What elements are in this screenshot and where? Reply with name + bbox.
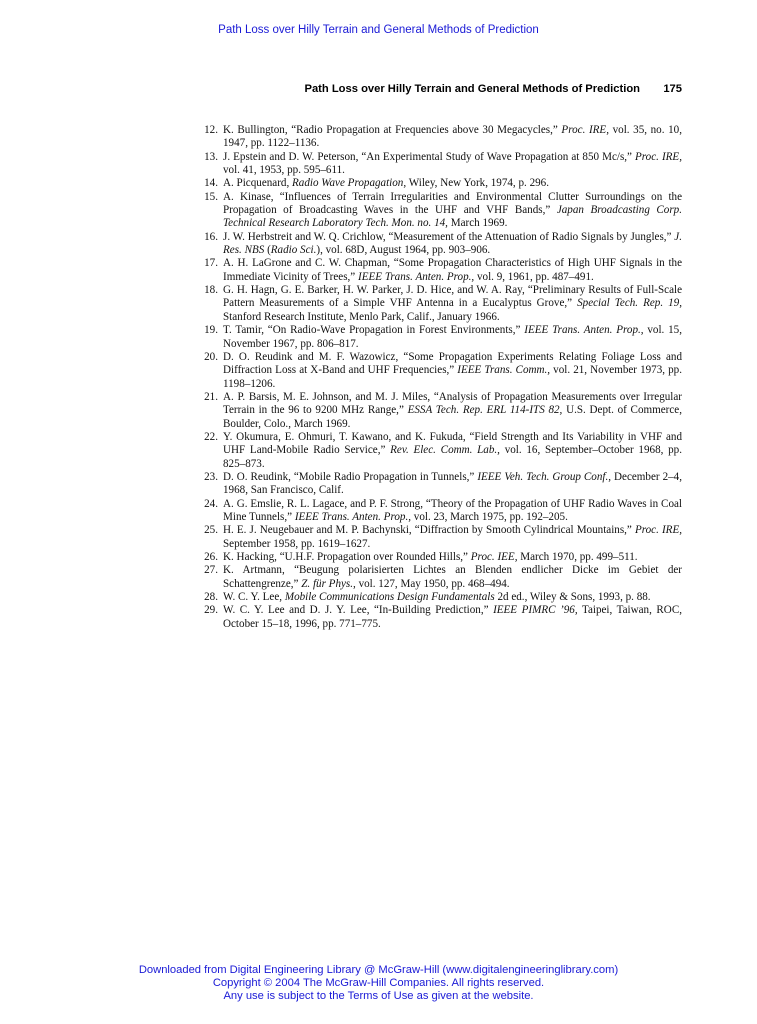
reference-text: vol. 35, no. 10, 1947, pp. 1122–1136.	[223, 124, 682, 150]
reference-number: 27.	[204, 564, 218, 577]
reference-item	[200, 124, 682, 151]
reference-number: 19.	[204, 324, 218, 337]
reference-item	[200, 431, 682, 471]
reference-source: IEEE PIMRC ’96,	[493, 604, 578, 617]
reference-item	[200, 191, 682, 231]
reference-item	[200, 498, 682, 525]
reference-text: D. O. Reudink and M. F. Wazowicz, “Some Propagation Experiments Relating Foliage Loss and Diffraction Loss at X-Band and UHF Frequencies,”	[223, 350, 682, 377]
reference-text: March 1970, pp. 499–511.	[517, 551, 638, 563]
reference-text: vol. 23, March 1975, pp. 192–205.	[411, 510, 568, 523]
reference-number: 21.	[204, 390, 218, 403]
reference-number: 14.	[204, 177, 218, 190]
reference-number: 15.	[204, 190, 218, 203]
reference-item	[200, 564, 682, 591]
reference-number: 28.	[204, 591, 218, 604]
reference-text: March 1969.	[447, 217, 508, 230]
reference-text: A. Kinase, “Influences of Terrain Irregularities and Environmental Clutter Surroundings on the Propagation of Broadcasting Waves in the UHF and VHF Bands,”	[223, 190, 682, 217]
page-number: 175	[663, 83, 682, 95]
reference-item	[200, 391, 682, 431]
reference-number: 12.	[204, 124, 218, 136]
reference-text: Y. Okumura, E. Ohmuri, T. Kawano, and K. Fukuda, “Field Strength and Its Variability in VHF and UHF Land-Mobile Radio Service,”	[223, 430, 682, 457]
reference-source: ESSA Tech. Rep. ERL 114-ITS 82,	[407, 404, 563, 417]
reference-source: Proc. IRE,	[635, 150, 682, 163]
reference-item	[200, 351, 682, 391]
reference-item	[200, 284, 682, 324]
footer-copyright[interactable]: Copyright © 2004 The McGraw-Hill Companies. All rights reserved.	[212, 977, 545, 989]
footer-notice	[0, 964, 757, 1003]
reference-item	[200, 151, 682, 178]
reference-item	[200, 604, 682, 631]
reference-source: Mobile Communications Design Fundamentals	[284, 591, 495, 604]
reference-number: 25.	[204, 524, 218, 537]
reference-text: W. C. Y. Lee and D. J. Y. Lee, “In-Building Prediction,”	[223, 604, 494, 617]
reference-source: Radio Wave Propagation,	[292, 177, 407, 190]
reference-text: K. Bullington, “Radio Propagation at Frequencies above 30 Megacycles,”	[223, 124, 562, 136]
reference-source: Rev. Elec. Comm. Lab.,	[390, 444, 500, 457]
reference-source: Proc. IRE,	[634, 524, 682, 537]
reference-item	[200, 524, 682, 551]
reference-text: vol. 15, November 1967, pp. 806–817.	[223, 324, 682, 350]
reference-source: Special Tech. Rep. 19,	[577, 297, 682, 310]
reference-text: U.S. Dept. of Commerce, Boulder, Colo., March 1969.	[223, 404, 682, 430]
reference-number: 17.	[204, 257, 218, 270]
reference-number: 22.	[204, 430, 218, 443]
reference-text: K. Hacking, “U.H.F. Propagation over Rounded Hills,”	[223, 551, 471, 563]
reference-source: Proc. IEE,	[470, 551, 518, 563]
reference-source: Proc. IRE,	[561, 124, 609, 136]
reference-number: 24.	[204, 497, 218, 510]
reference-source: J. Res. NBS	[223, 230, 682, 257]
reference-text: G. H. Hagn, G. E. Barker, H. W. Parker, J. D. Hice, and W. A. Ray, “Preliminary Results of Full-Scale Pattern Measurements of a Simple VHF Antenna in a Eucalyptus Grove,”	[223, 284, 682, 310]
reference-text: 2d ed., Wiley & Sons, 1993, p. 88.	[494, 591, 651, 604]
reference-text: D. O. Reudink, “Mobile Radio Propagation in Tunnels,”	[223, 470, 478, 483]
reference-number: 20.	[204, 350, 218, 363]
reference-text: W. C. Y. Lee,	[223, 591, 285, 604]
reference-source: IEEE Trans. Anten. Prop.,	[524, 324, 644, 337]
reference-source: Z. für Phys.,	[301, 577, 356, 590]
reference-number: 13.	[204, 150, 218, 163]
reference-number: 23.	[204, 470, 218, 483]
reference-text: J. W. Herbstreit and W. Q. Crichlow, “Measurement of the Attenuation of Radio Signals by Jungles,”	[223, 230, 675, 243]
reference-item	[200, 257, 682, 284]
reference-item	[200, 177, 682, 190]
reference-source: IEEE Trans. Anten. Prop.,	[294, 510, 411, 523]
reference-item	[200, 551, 682, 564]
reference-text: vol. 21, November 1973, pp. 1198–1206.	[223, 364, 682, 390]
reference-text: A. P. Barsis, M. E. Johnson, and M. J. Miles, “Analysis of Propagation Measurements over Irregular Terrain in the 96 to 9200 MHz Range,”	[223, 390, 682, 417]
reference-text: A. G. Emslie, R. L. Lagace, and P. F. Strong, “Theory of the Propagation of UHF Radio Waves in Coal Mine Tunnels,”	[223, 497, 682, 523]
running-head-title: Path Loss over Hilly Terrain and General Methods of Prediction	[304, 83, 640, 95]
reference-item	[200, 591, 682, 604]
reference-number: 16.	[204, 230, 218, 243]
reference-text: A. Picquenard,	[223, 177, 293, 190]
reference-source: IEEE Trans. Comm.,	[457, 364, 551, 377]
reference-text: December 2–4, 1968, San Francisco, Calif.	[223, 470, 682, 497]
reference-text: J. Epstein and D. W. Peterson, “An Experimental Study of Wave Propagation at 850 Mc/s,”	[223, 150, 635, 163]
reference-number: 18.	[204, 284, 218, 297]
reference-text: Taipei, Taiwan, ROC, October 15–18, 1996, pp. 771–775.	[223, 604, 682, 630]
reference-text: vol. 41, 1953, pp. 595–611.	[223, 164, 345, 177]
reference-text: T. Tamir, “On Radio-Wave Propagation in Forest Environments,”	[223, 324, 525, 337]
reference-text: vol. 9, 1961, pp. 487–491.	[474, 270, 594, 283]
chapter-title-link[interactable]: Path Loss over Hilly Terrain and General Methods of Prediction	[218, 24, 539, 36]
reference-text: ), vol. 68D, August 1964, pp. 903–906.	[316, 244, 491, 257]
reference-text: H. E. J. Neugebauer and M. P. Bachynski, “Diffraction by Smooth Cylindrical Mountains,”	[223, 524, 635, 537]
reference-text: Stanford Research Institute, Menlo Park, Calif., January 1966.	[223, 310, 500, 323]
reference-source: Radio Sci.	[270, 244, 317, 257]
reference-text: (	[264, 244, 271, 257]
reference-text: September 1958, pp. 1619–1627.	[223, 537, 371, 550]
reference-source: IEEE Veh. Tech. Group Conf.,	[477, 470, 612, 483]
reference-source: Japan Broadcasting Corp. Technical Research Laboratory Tech. Mon. no. 14,	[223, 204, 682, 230]
footer-download-link[interactable]: Downloaded from Digital Engineering Library @ McGraw-Hill (www.digitalengineeringlibrary.com)	[138, 964, 619, 976]
reference-text: vol. 16, September–October 1968, pp. 825–873.	[223, 444, 682, 470]
reference-text: vol. 127, May 1950, pp. 468–494.	[355, 577, 510, 590]
reference-text: K. Artmann, “Beugung polarisierten Lichtes an Blenden endlicher Dicke im Gebiet der Schattengrenze,”	[223, 564, 682, 590]
reference-list	[200, 124, 682, 631]
reference-number: 26.	[204, 551, 218, 563]
reference-number: 29.	[204, 604, 218, 617]
reference-item	[200, 324, 682, 351]
reference-text: A. H. LaGrone and C. W. Chapman, “Some Propagation Characteristics of High UHF Signals in the Immediate Vicinity of Trees,”	[223, 257, 682, 283]
reference-item	[200, 231, 682, 258]
reference-item	[200, 471, 682, 498]
footer-terms[interactable]: Any use is subject to the Terms of Use as given at the website.	[223, 990, 534, 1002]
reference-text: Wiley, New York, 1974, p. 296.	[406, 177, 549, 190]
reference-source: IEEE Trans. Anten. Prop.,	[358, 270, 475, 283]
